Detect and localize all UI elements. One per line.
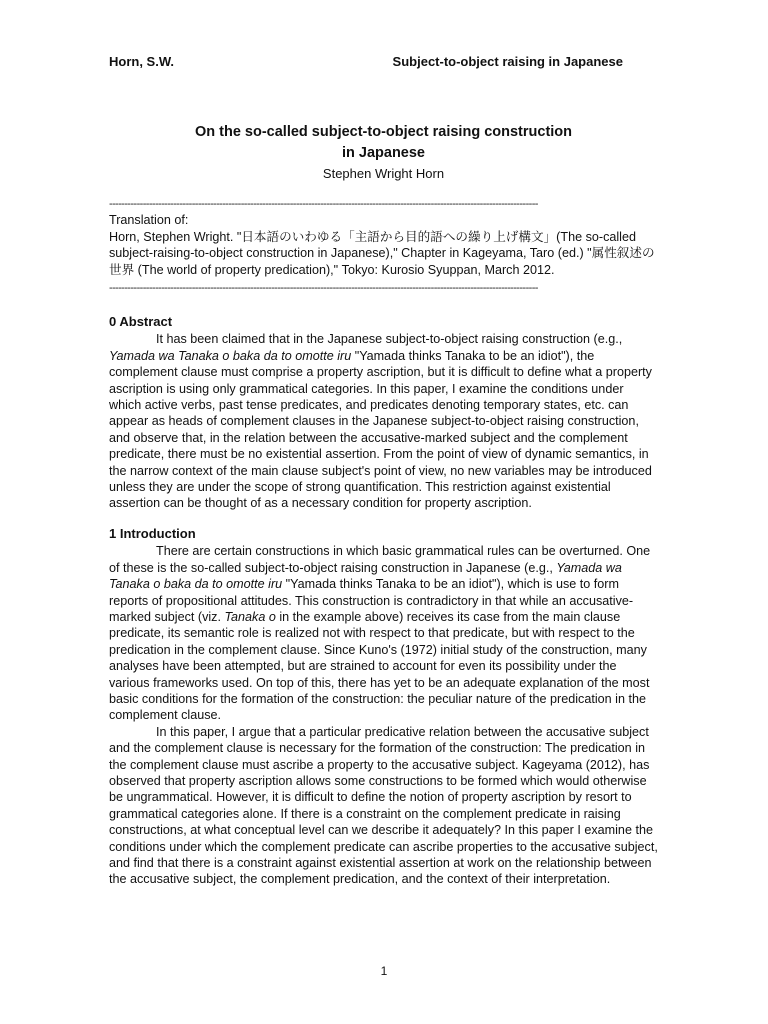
abstract-example: Yamada wa Tanaka o baka da to omotte iru <box>109 348 352 363</box>
title-block <box>109 122 658 181</box>
abstract-paragraph <box>109 331 658 511</box>
separator-top: -------------------------------------------------------------------------------------------------------------------------------------------- <box>109 198 538 210</box>
introduction-paragraph-1 <box>109 543 658 723</box>
translation-citation: Horn, Stephen Wright. "日本語のいわゆる「主語から目的語への繰り上げ構文」(The so-called subject-raising-to-object construction in Japanese)," Chapter in Kageyama, Taro (ed.) "属性叙述の世界 (The world of property predication)," Tokyo: Kurosio Syuppan, March 2012. <box>109 229 655 277</box>
translation-label: Translation of: <box>109 213 189 227</box>
running-header <box>109 54 623 69</box>
intro-text-a: There are certain constructions in which basic grammatical rules can be overturned. One of these is the so-called subject-to-object raising construction in Japanese (e.g., <box>109 544 651 575</box>
paper-title-line1: On the so-called subject-to-object raising construction <box>194 124 573 140</box>
abstract-text-b: "Yamada thinks Tanaka to be an idiot"), the complement clause must comprise a property ascription, but it is difficult to define what a property ascription is using only grammatical categories. In this paper, I examine the conditions under which active verbs, past tense predicates, and predicates denoting temporary states, etc. can appear as heads of complement clauses in the Japanese subject-to-object raising construction, and observe that, in the relation between the accusative-marked subject and the complement predicate, there must be no existential assertion. From the point of view of dynamic semantics, in the narrow context of the main clause subject's point of view, no new variables may be introduced unless they are under the scope of strong quantification. This restriction against existential assertion can be thought of as a necessary condition for property ascription. <box>109 348 652 511</box>
abstract-text-a: It has been claimed that in the Japanese subject-to-object raising construction (e.g., <box>156 332 623 347</box>
paper-author: Stephen Wright Horn <box>322 166 445 181</box>
intro-example: Yamada wa Tanaka o baka da to omotte iru <box>109 560 622 592</box>
header-short-title: Subject-to-object raising in Japanese <box>392 54 623 69</box>
separator-bottom: -------------------------------------------------------------------------------------------------------------------------------------------- <box>109 282 538 294</box>
header-author: Horn, S.W. <box>109 54 174 69</box>
intro-example-2: Tanaka o <box>224 609 276 624</box>
introduction-paragraph-2: In this paper, I argue that a particular predicative relation between the accusative subject and the complement clause is necessary for the formation of the construction: The predication in the complement clause must ascribe a property to the accusative subject. Kageyama (2012), has observed that property ascription allows some constructions to be formed which would otherwise be ungrammatical. However, it is difficult to define the notion of property ascription by resort to grammatical categories alone. If there is a constraint on the complement predicate in raising constructions, at what conceptual level can we describe it adequately? In this paper I examine the conditions under which the complement predicate can ascribe properties to the accusative subject, and find that there is a constraint against existential assertion at work on the relationship between the accusative subject, the complement predication, and the context of their interpretation. <box>109 724 658 887</box>
translation-note <box>109 212 658 278</box>
intro-text-b: "Yamada thinks Tanaka to be an idiot"), which is use to form reports of propositional attitudes. This construction is contradictory in that while an accusative-marked subject (viz. <box>109 577 634 624</box>
page-number: 1 <box>380 964 388 978</box>
introduction-heading: 1 Introduction <box>109 525 196 541</box>
abstract-heading: 0 Abstract <box>109 314 173 329</box>
paper-title-line2: in Japanese <box>341 145 425 161</box>
intro-text-c: in the example above) receives its case from the main clause predicate, its semantic role is realized not with respect to that predicate, but with respect to the predication in the complement clause. Since Kuno's (1972) initial study of the construction, many analyses have been attempted, but are strained to account for even its possibility under the various frameworks used. On top of this, there has yet to be an adequate explanation of the most basic conditions for the formation of the construction: the peculiar nature of the predication in the complement clause. <box>109 609 650 723</box>
body-text <box>109 314 658 888</box>
